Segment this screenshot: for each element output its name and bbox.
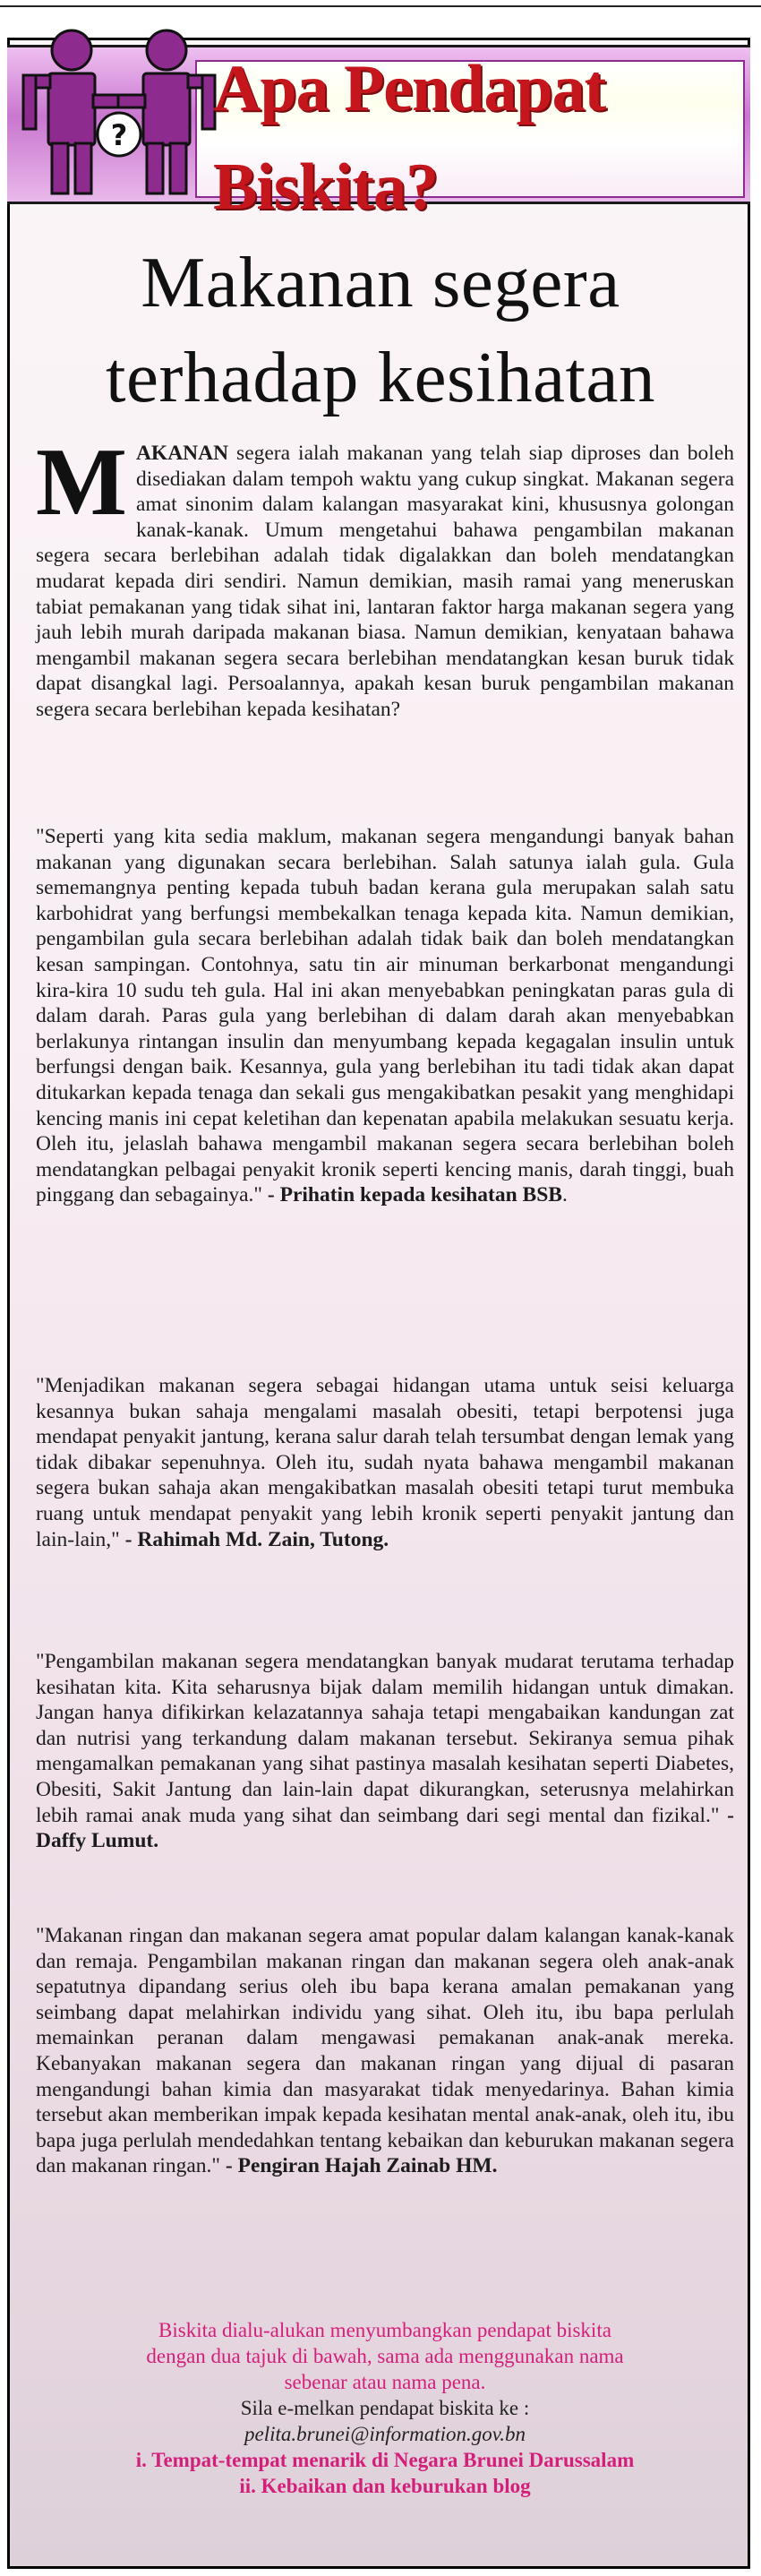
opinion-text: "Menjadikan makanan segera sebagai hidangan utama untuk seisi keluarga kesannya bukan sahaja mengalami masalah obesiti, tetapi berpotensi juga mendapat penyakit jantung, kerana salur darah telah tersumbat dengan lemak yang tidak dibakar sepenuhnya. Oleh itu, sudah nyata bahawa mengambil makanan segera bukan sahaja akan mengakibatkan masalah obesiti tetapi turut membuka ruang untuk mendapat penyakit yang lebih kronik seperti penyakit jantung dan lain-lain," bbox=[36, 1374, 734, 1551]
invite-line-1: Biskita dialu-alukan menyumbangkan pendapat biskita bbox=[158, 2319, 611, 2341]
email-address[interactable]: pelita.brunei@information.gov.bn bbox=[244, 2423, 526, 2445]
opinion-paragraph-3 bbox=[36, 1649, 734, 1854]
invite-line-2: dengan dua tajuk di bawah, sama ada menggunakan nama bbox=[146, 2345, 624, 2367]
opinion-paragraph-2 bbox=[36, 1373, 734, 1552]
opinion-paragraph-1 bbox=[36, 824, 734, 1208]
intro-text: segera ialah makanan yang telah siap diproses dan boleh disediakan dalam tempoh waktu yang cukup singkat. Makanan segera amat sinonim dalam kalangan masyarakat kini, khususnya golongan kanak-kanak. Umum mengetahui bahawa pengambilan makanan segera secara berlebihan adalah tidak digalakkan dan boleh mendatangkan mudarat kepada diri sendiri. Namun demikian, masih ramai yang meneruskan tabiat pemakanan yang tidak sihat ini, lantaran faktor harga makanan segera yang jauh lebih murah daripada makanan biasa. Namun demikian, kenyataan bahawa mengambil makanan segera secara berlebihan mendatangkan kesan buruk tidak dapat disangkal lagi. Persoalannya, apakah kesan buruk pengambilan makanan segera secara berlebihan kepada kesihatan? bbox=[36, 442, 734, 721]
headline-line-2: terhadap kesihatan bbox=[106, 337, 655, 417]
opinion-author: - Pengiran Hajah Zainab HM. bbox=[225, 2154, 498, 2178]
topic-2: ii. Kebaikan dan keburukan blog bbox=[239, 2475, 531, 2497]
headline-line-1: Makanan segera bbox=[141, 242, 620, 322]
article-headline bbox=[18, 235, 743, 425]
topic-1: i. Tempat-tempat menarik di Negara Brunei Darussalam bbox=[135, 2449, 635, 2471]
banner-title: Apa Pendapat Biskita? bbox=[213, 52, 606, 224]
submission-footer bbox=[36, 2317, 734, 2499]
opinion-author: - Daffy Lumut. bbox=[36, 1803, 734, 1853]
two-people-question-icon bbox=[16, 20, 222, 199]
opinion-text: "Makanan ringan dan makanan segera amat popular dalam kalangan kanak-kanak dan remaja. Pengambilan makanan ringan dan makanan segera oleh anak-anak sepatutnya dipandang serius oleh ibu bapa kerana amalan pemakanan yang seimbang dapat melahirkan individu yang sihat. Oleh itu, ibu bapa perlulah memainkan peranan dalam mengawasi pemakanan anak-anak mereka. Kebanyakan makanan segera dan makanan ringan yang dijual di pasaran mengandungi bahan kimia dan masyarakat tidak menyedarinya. Bahan kimia tersebut akan memberikan impak kepada kesihatan mental anak-anak, oleh itu, ibu bapa juga perlulah mendedahkan tentang kebaikan dan keburukan makanan segera dan makanan ringan." bbox=[36, 1924, 734, 2178]
lead-word: AKANAN bbox=[135, 442, 229, 465]
top-rule bbox=[0, 0, 761, 7]
opinion-tail: . bbox=[561, 1183, 568, 1207]
invite-line-3: sebenar atau nama pena. bbox=[284, 2371, 486, 2393]
opinion-text: "Pengambilan makanan segera mendatangkan banyak mudarat terutama terhadap kesihatan kita. Kita seharusnya bijak dalam memilih hidangan untuk dimakan. Jangan hanya difikirkan kelazatannya sahaja tetapi mengabaikan kandungan zat dan nutrisi yang terkandung dalam makanan tersebut. Sekiranya semua pihak mengamalkan pemakanan yang sihat pastinya masalah kesihatan seperti Diabetes, Obesiti, Sakit Jantung dan lain-lain dapat dikurangkan, seterusnya melahirkan lebih ramai anak muda yang sihat dan seimbang dari segi mental dan fizikal." bbox=[36, 1650, 734, 1827]
svg-text:?: ? bbox=[110, 118, 128, 152]
drop-cap: M bbox=[36, 429, 127, 536]
email-label: Sila e-melkan pendapat biskita ke : bbox=[240, 2397, 530, 2419]
opinion-paragraph-4 bbox=[36, 1923, 734, 2179]
intro-paragraph bbox=[36, 429, 734, 723]
opinion-author: - Rahimah Md. Zain, Tutong. bbox=[124, 1527, 389, 1551]
opinion-author: - Prihatin kepada kesihatan BSB bbox=[267, 1183, 562, 1207]
opinion-text: "Seperti yang kita sedia maklum, makanan segera mengandungi banyak bahan makanan yang digunakan secara berlebihan. Salah satunya ialah gula. Gula sememangnya penting kepada tubuh badan kerana gula merupakan salah satu karbohidrat yang berfungsi membekalkan tenaga kepada kita. Namun demikian, pengambilan gula secara berlebihan adalah tidak baik dan boleh mendatangkan kesan sampingan. Contohnya, satu tin air minuman berkarbonat mengandungi kira-kira 10 sudu teh gula. Hal ini akan menyebabkan peningkatan paras gula di dalam darah. Paras gula yang berlebihan di dalam darah akan menyebabkan berlakunya rintangan insulin dan menyumbang kepada kegagalan insulin untuk berfungsi dengan baik. Kesannya, gula yang berlebihan itu tadi tidak akan dapat ditukarkan kepada tenaga dan sekali gus mengakibatkan pesakit yang menghidapi kencing manis ini cepat keletihan dan kepenatan apabila melakukan sesuatu kerja. Oleh itu, jelaslah bahawa mengambil makanan segera secara berlebihan boleh mendatangkan pelbagai penyakit kronik seperti kencing manis, darah tinggi, buah pinggang dan sebagainya." bbox=[36, 825, 734, 1207]
